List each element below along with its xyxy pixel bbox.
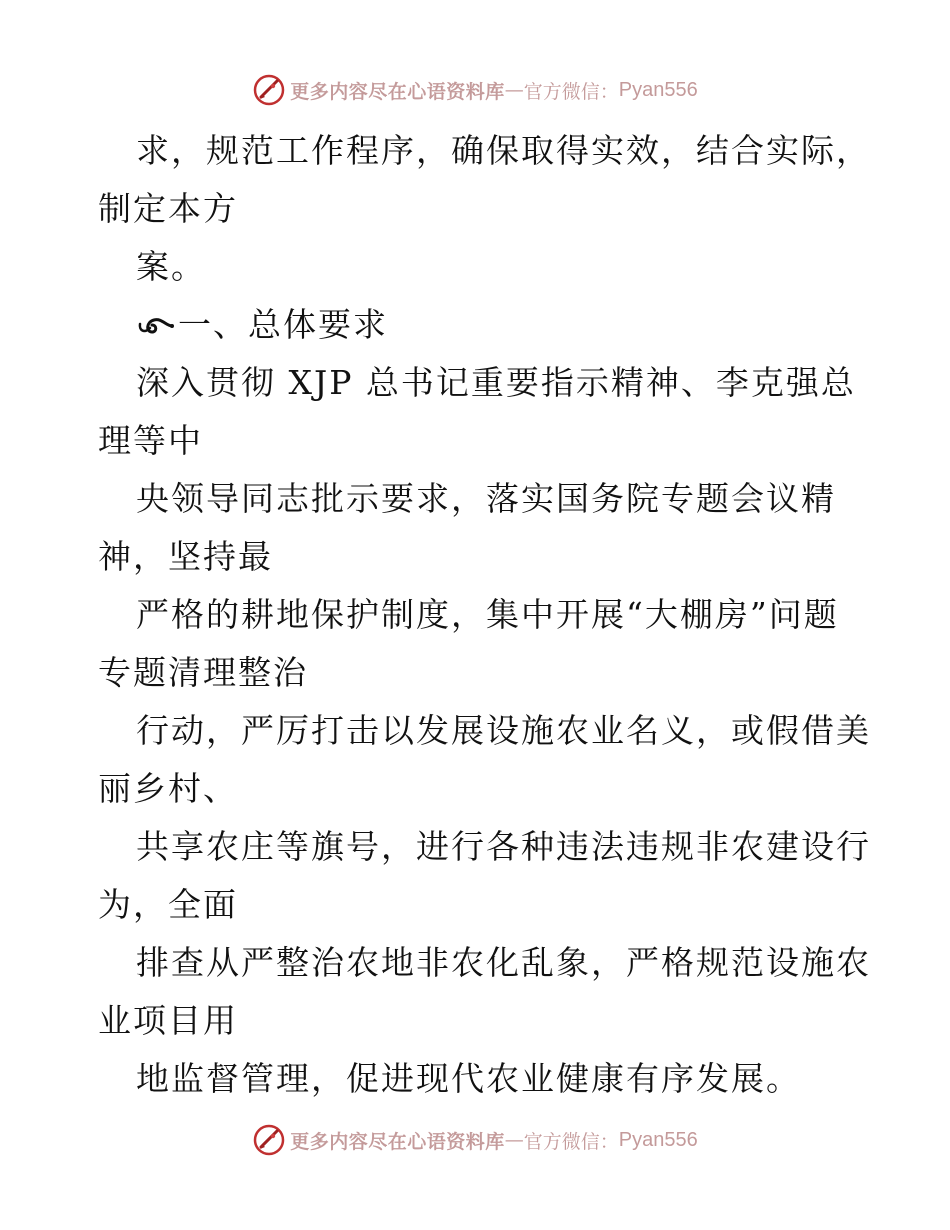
watermark-official-label: 官方微信： — [523, 80, 619, 103]
paragraph-line: 地监督管理，促进现代农业健康有序发展。 — [136, 1059, 801, 1098]
brush-pen-logo-icon — [252, 73, 286, 107]
paragraph-line: 案。 — [136, 247, 206, 286]
watermark-text: 更多内容尽在心语资料库 — [290, 80, 505, 103]
paragraph-line: 行动，严厉打击以发展设施农业名义，或假借美 — [136, 711, 871, 750]
watermark-separator: — — [504, 79, 524, 101]
footer-watermark — [0, 1120, 950, 1160]
paragraph-line: 排查从严整治农地非农化乱象，严格规范设施农 — [136, 943, 871, 982]
watermark-official-label: 官方微信： — [523, 1130, 619, 1153]
paragraph-line: 深入贯彻 XJP 总书记重要指示精神、李克强总 — [136, 363, 856, 402]
paragraph-line: 专题清理整治 — [98, 653, 308, 692]
brush-pen-logo-icon — [252, 1123, 286, 1157]
paragraph-line: 严格的耕地保护制度，集中开展“大棚房”问题 — [136, 595, 839, 634]
watermark-text: 更多内容尽在心语资料库 — [290, 1130, 505, 1153]
header-watermark — [0, 70, 950, 110]
ornament-swirl-icon — [136, 314, 176, 338]
paragraph-line: 业项目用 — [98, 1001, 238, 1040]
paragraph-line: 为，全面 — [98, 885, 238, 924]
paragraph-line: 神，坚持最 — [98, 537, 273, 576]
paragraph-line: 共享农庄等旗号，进行各种违法违规非农建设行 — [136, 827, 871, 866]
section-heading-text: 一、总体要求 — [178, 305, 388, 344]
section-heading — [98, 296, 858, 354]
paragraph-line: 制定本方 — [98, 189, 238, 228]
paragraph-line: 理等中 — [98, 421, 203, 460]
watermark-wechat-id: Pyan556 — [618, 78, 698, 101]
watermark-separator: — — [504, 1129, 524, 1151]
paragraph-line: 丽乡村、 — [98, 769, 238, 808]
watermark-wechat-id: Pyan556 — [618, 1128, 698, 1151]
document-body — [98, 122, 871, 1108]
paragraph-line: 央领导同志批示要求，落实国务院专题会议精 — [136, 479, 836, 518]
paragraph-line: 求，规范工作程序，确保取得实效，结合实际， — [136, 131, 871, 170]
